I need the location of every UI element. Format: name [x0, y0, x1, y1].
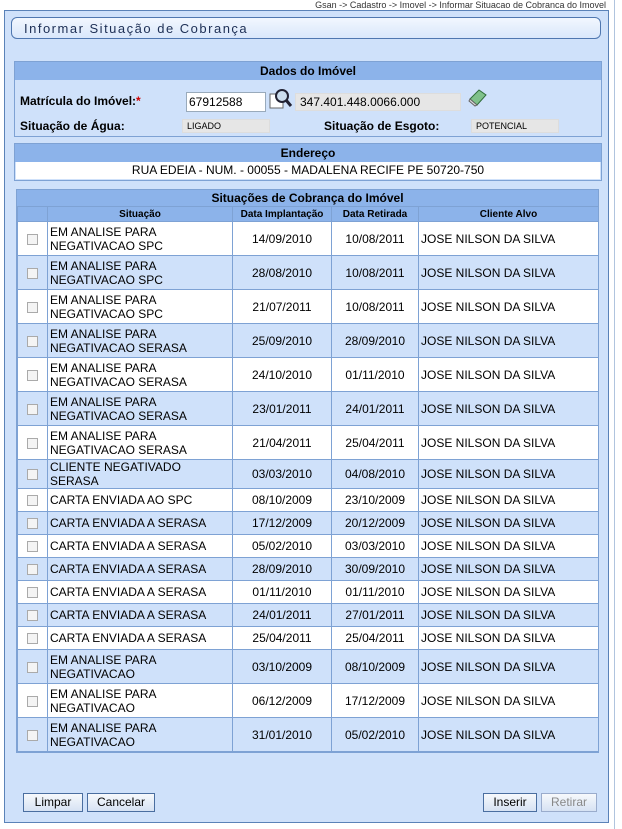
- data-retirada-cell: 17/12/2009: [332, 684, 419, 718]
- page-title: Informar Situação de Cobrança: [24, 21, 249, 36]
- table-row: [18, 558, 599, 581]
- situacao-cell: [48, 558, 233, 581]
- table-row: [18, 581, 599, 604]
- retirar-button[interactable]: Retirar: [541, 793, 597, 812]
- row-checkbox[interactable]: [27, 268, 38, 279]
- row-checkbox[interactable]: [27, 404, 38, 415]
- data-implantacao-cell: 05/02/2010: [233, 535, 332, 558]
- row-checkbox[interactable]: [27, 336, 38, 347]
- situacao-cell: [48, 512, 233, 535]
- limpar-button[interactable]: Limpar: [23, 793, 83, 812]
- data-retirada-cell: 10/08/2011: [332, 222, 419, 256]
- data-retirada-cell: 01/11/2010: [332, 358, 419, 392]
- table-row: [18, 426, 599, 460]
- situacao-text-line: NEGATIVACAO SERASA: [50, 442, 187, 457]
- magnifier-icon[interactable]: [269, 88, 293, 110]
- row-checkbox-cell: [18, 358, 48, 392]
- cliente-alvo-cell: JOSE NILSON DA SILVA: [419, 256, 599, 290]
- situacao-cell: [48, 290, 233, 324]
- dados-imovel-panel: [14, 61, 602, 137]
- row-checkbox-cell: [18, 558, 48, 581]
- cliente-alvo-cell: JOSE NILSON DA SILVA: [419, 684, 599, 718]
- data-implantacao-cell: 28/08/2010: [233, 256, 332, 290]
- cliente-alvo-cell: JOSE NILSON DA SILVA: [419, 558, 599, 581]
- row-checkbox-cell: [18, 718, 48, 752]
- situacao-esgoto-label: Situação de Esgoto:: [324, 119, 440, 133]
- situacao-text-line: EM ANALISE PARA: [50, 720, 157, 735]
- situacao-cell: [48, 222, 233, 256]
- row-checkbox-cell: [18, 627, 48, 650]
- row-checkbox[interactable]: [27, 730, 38, 741]
- situacao-text-line: NEGATIVACAO SPC: [50, 238, 163, 253]
- cliente-alvo-cell: JOSE NILSON DA SILVA: [419, 718, 599, 752]
- table-row: [18, 392, 599, 426]
- data-implantacao-cell: 17/12/2009: [233, 512, 332, 535]
- situacao-text-line: NEGATIVACAO SPC: [50, 306, 163, 321]
- table-row: [18, 489, 599, 512]
- data-retirada-cell: 24/01/2011: [332, 392, 419, 426]
- row-checkbox-cell: [18, 426, 48, 460]
- row-checkbox[interactable]: [27, 438, 38, 449]
- breadcrumb: Gsan -> Cadastro -> Imovel -> Informar Situacao de Cobranca do Imovel: [315, 0, 606, 10]
- situacao-text-line: NEGATIVACAO: [50, 700, 135, 715]
- inserir-button[interactable]: Inserir: [483, 793, 537, 812]
- situacao-text-line: EM ANALISE PARA: [50, 224, 157, 239]
- data-retirada-cell: 04/08/2010: [332, 460, 419, 489]
- row-checkbox-cell: [18, 604, 48, 627]
- cliente-alvo-cell: JOSE NILSON DA SILVA: [419, 222, 599, 256]
- matricula-label: [20, 94, 141, 108]
- situacao-esgoto-field: POTENCIAL: [471, 119, 559, 133]
- situacao-cell: [48, 604, 233, 627]
- situacao-cell: [48, 650, 233, 684]
- row-checkbox-cell: [18, 460, 48, 489]
- row-checkbox-cell: [18, 392, 48, 426]
- situacao-cell: [48, 581, 233, 604]
- situacao-cell: [48, 392, 233, 426]
- table-row: [18, 650, 599, 684]
- row-checkbox-cell: [18, 290, 48, 324]
- situacao-cell: [48, 324, 233, 358]
- cliente-alvo-cell: JOSE NILSON DA SILVA: [419, 650, 599, 684]
- situacao-text-line: NEGATIVACAO: [50, 734, 135, 749]
- row-checkbox[interactable]: [27, 541, 38, 552]
- situacao-text-line: EM ANALISE PARA: [50, 292, 157, 307]
- row-checkbox[interactable]: [27, 587, 38, 598]
- cliente-alvo-cell: JOSE NILSON DA SILVA: [419, 358, 599, 392]
- col-data-retirada: Data Retirada: [332, 207, 419, 222]
- row-checkbox[interactable]: [27, 662, 38, 673]
- data-retirada-cell: 08/10/2009: [332, 650, 419, 684]
- data-retirada-cell: 28/09/2010: [332, 324, 419, 358]
- situacao-cell: [48, 460, 233, 489]
- data-retirada-cell: 25/04/2011: [332, 627, 419, 650]
- title-bar: [11, 17, 601, 39]
- data-implantacao-cell: 28/09/2010: [233, 558, 332, 581]
- cliente-alvo-cell: JOSE NILSON DA SILVA: [419, 512, 599, 535]
- situacao-text-line: EM ANALISE PARA: [50, 428, 157, 443]
- situacao-text-line: EM ANALISE PARA: [50, 652, 157, 667]
- situacao-text-line: CARTA ENVIADA AO SPC: [50, 493, 193, 507]
- matricula-label-text: Matrícula do Imóvel:: [20, 94, 137, 108]
- data-implantacao-cell: 23/01/2011: [233, 392, 332, 426]
- situacao-text-line: CARTA ENVIADA A SERASA: [50, 631, 207, 645]
- situacao-text-line: EM ANALISE PARA: [50, 360, 157, 375]
- dados-imovel-header: Dados do Imóvel: [15, 62, 601, 80]
- row-checkbox-cell: [18, 684, 48, 718]
- table-row: [18, 324, 599, 358]
- endereco-header: Endereço: [15, 144, 601, 162]
- cliente-alvo-cell: JOSE NILSON DA SILVA: [419, 426, 599, 460]
- situacao-text-line: CARTA ENVIADA A SERASA: [50, 516, 207, 530]
- situacao-agua-field: LIGADO: [182, 119, 270, 133]
- row-checkbox-cell: [18, 324, 48, 358]
- table-row: [18, 627, 599, 650]
- row-checkbox[interactable]: [27, 610, 38, 621]
- inscricao-field: 347.401.448.0066.000: [295, 93, 461, 111]
- situacao-cell: [48, 684, 233, 718]
- situacao-agua-label: Situação de Água:: [20, 119, 125, 133]
- data-implantacao-cell: 14/09/2010: [233, 222, 332, 256]
- data-retirada-cell: 27/01/2011: [332, 604, 419, 627]
- cliente-alvo-cell: JOSE NILSON DA SILVA: [419, 392, 599, 426]
- table-row: [18, 460, 599, 489]
- situacao-text-line: NEGATIVACAO: [50, 666, 135, 681]
- situacao-cell: [48, 718, 233, 752]
- situacao-text-line: CARTA ENVIADA A SERASA: [50, 539, 207, 553]
- situacao-cell: [48, 535, 233, 558]
- cliente-alvo-cell: JOSE NILSON DA SILVA: [419, 489, 599, 512]
- row-checkbox-cell: [18, 581, 48, 604]
- table-row: [18, 256, 599, 290]
- row-checkbox-cell: [18, 535, 48, 558]
- row-checkbox-cell: [18, 489, 48, 512]
- cliente-alvo-cell: JOSE NILSON DA SILVA: [419, 460, 599, 489]
- matricula-input[interactable]: 67912588: [186, 92, 266, 112]
- data-retirada-cell: 25/04/2011: [332, 426, 419, 460]
- row-checkbox-cell: [18, 222, 48, 256]
- data-implantacao-cell: 03/03/2010: [233, 460, 332, 489]
- data-implantacao-cell: 31/01/2010: [233, 718, 332, 752]
- situacao-text-line: NEGATIVACAO SPC: [50, 272, 163, 287]
- data-retirada-cell: 30/09/2010: [332, 558, 419, 581]
- data-implantacao-cell: 01/11/2010: [233, 581, 332, 604]
- required-mark: *: [136, 94, 141, 108]
- col-data-implantacao: Data Implantação: [233, 207, 332, 222]
- row-checkbox-cell: [18, 650, 48, 684]
- checkbox-column-header: [18, 207, 48, 222]
- situacao-text-line: EM ANALISE PARA: [50, 394, 157, 409]
- data-retirada-cell: 20/12/2009: [332, 512, 419, 535]
- situacao-text-line: NEGATIVACAO SERASA: [50, 340, 187, 355]
- table-row: [18, 718, 599, 752]
- cliente-alvo-cell: JOSE NILSON DA SILVA: [419, 627, 599, 650]
- eraser-icon[interactable]: [468, 87, 488, 107]
- situacao-text-line: EM ANALISE PARA: [50, 686, 157, 701]
- row-checkbox[interactable]: [27, 370, 38, 381]
- data-retirada-cell: 03/03/2010: [332, 535, 419, 558]
- data-implantacao-cell: 06/12/2009: [233, 684, 332, 718]
- data-implantacao-cell: 25/09/2010: [233, 324, 332, 358]
- data-implantacao-cell: 24/10/2010: [233, 358, 332, 392]
- situacoes-table: [17, 206, 599, 752]
- row-checkbox[interactable]: [27, 518, 38, 529]
- cliente-alvo-cell: JOSE NILSON DA SILVA: [419, 324, 599, 358]
- endereco-value: RUA EDEIA - NUM. - 00055 - MADALENA RECIFE PE 50720-750: [16, 162, 600, 179]
- table-row: [18, 684, 599, 718]
- situacao-cell: [48, 489, 233, 512]
- situacao-text-line: CARTA ENVIADA A SERASA: [50, 585, 207, 599]
- table-row: [18, 222, 599, 256]
- col-situacao: Situação: [48, 207, 233, 222]
- situacao-cell: [48, 256, 233, 290]
- data-implantacao-cell: 25/04/2011: [233, 627, 332, 650]
- table-row: [18, 290, 599, 324]
- row-checkbox[interactable]: [27, 469, 38, 480]
- situacoes-panel: [16, 189, 599, 753]
- cancelar-button[interactable]: Cancelar: [87, 793, 155, 812]
- cliente-alvo-cell: JOSE NILSON DA SILVA: [419, 604, 599, 627]
- situacao-cell: [48, 358, 233, 392]
- data-retirada-cell: 01/11/2010: [332, 581, 419, 604]
- situacao-cell: [48, 627, 233, 650]
- situacao-cell: [48, 426, 233, 460]
- row-checkbox[interactable]: [27, 302, 38, 313]
- data-retirada-cell: 10/08/2011: [332, 256, 419, 290]
- data-retirada-cell: 05/02/2010: [332, 718, 419, 752]
- situacao-text-line: CARTA ENVIADA A SERASA: [50, 608, 207, 622]
- row-checkbox[interactable]: [27, 696, 38, 707]
- row-checkbox[interactable]: [27, 564, 38, 575]
- cliente-alvo-cell: JOSE NILSON DA SILVA: [419, 535, 599, 558]
- situacoes-header: Situações de Cobrança do Imóvel: [17, 190, 598, 206]
- situacoes-table-body: [18, 222, 599, 752]
- data-implantacao-cell: 24/01/2011: [233, 604, 332, 627]
- window-edge-line: [614, 0, 615, 829]
- cliente-alvo-cell: JOSE NILSON DA SILVA: [419, 290, 599, 324]
- table-row: [18, 604, 599, 627]
- data-implantacao-cell: 08/10/2009: [233, 489, 332, 512]
- row-checkbox[interactable]: [27, 633, 38, 644]
- table-row: [18, 358, 599, 392]
- table-row: [18, 535, 599, 558]
- row-checkbox-cell: [18, 256, 48, 290]
- situacao-text-line: NEGATIVACAO SERASA: [50, 408, 187, 423]
- table-row: [18, 512, 599, 535]
- situacao-text-line: NEGATIVACAO SERASA: [50, 374, 187, 389]
- data-retirada-cell: 23/10/2009: [332, 489, 419, 512]
- situacao-text-line: CARTA ENVIADA A SERASA: [50, 562, 207, 576]
- situacao-text-line: EM ANALISE PARA: [50, 258, 157, 273]
- main-frame: [4, 10, 609, 823]
- cliente-alvo-cell: JOSE NILSON DA SILVA: [419, 581, 599, 604]
- endereco-panel: [14, 143, 602, 181]
- row-checkbox[interactable]: [27, 234, 38, 245]
- situacao-text-line: EM ANALISE PARA: [50, 326, 157, 341]
- data-implantacao-cell: 03/10/2009: [233, 650, 332, 684]
- situacao-text-line: CLIENTE NEGATIVADO SERASA: [50, 460, 181, 488]
- row-checkbox-cell: [18, 512, 48, 535]
- row-checkbox[interactable]: [27, 495, 38, 506]
- col-cliente-alvo: Cliente Alvo: [419, 207, 599, 222]
- data-implantacao-cell: 21/07/2011: [233, 290, 332, 324]
- data-implantacao-cell: 21/04/2011: [233, 426, 332, 460]
- data-retirada-cell: 10/08/2011: [332, 290, 419, 324]
